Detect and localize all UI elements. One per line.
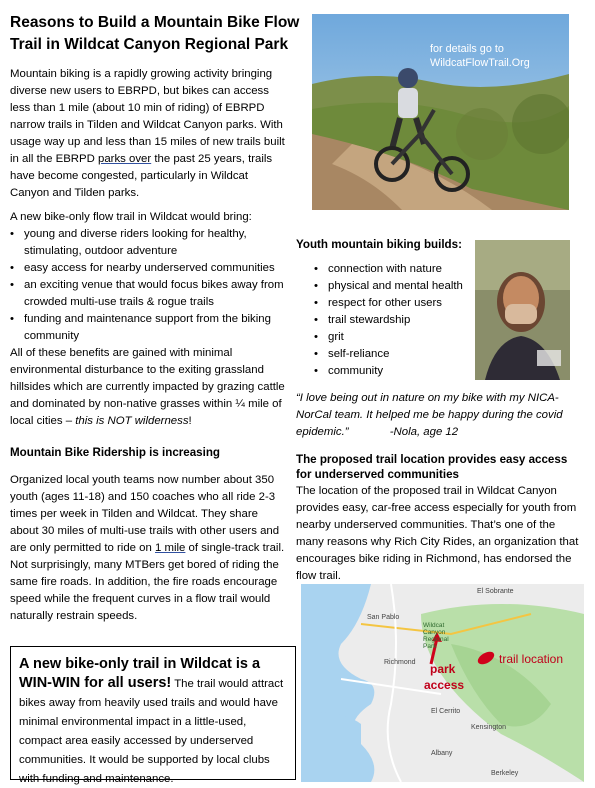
list-item: • self-reliance (314, 346, 484, 363)
map-place-el-cerrito: El Cerrito (431, 708, 461, 715)
win-win-heading: A new bike-only trail in Wildcat is a WIN-WIN for all users! (19, 656, 261, 691)
list-item: • funding and maintenance support from the biking community (10, 311, 292, 345)
list-item: • an exciting venue that would focus bikes away from crowded multi-use trails & rogue trails (10, 277, 292, 311)
ridership-heading: Mountain Bike Ridership is increasing (10, 446, 221, 459)
list-item: • grit (314, 329, 484, 346)
win-win-box (10, 646, 296, 785)
rider-photo (312, 14, 569, 210)
map-place-san-pablo: San Pablo (367, 614, 400, 621)
benefits-lead: A new bike-only flow trail in Wildcat would bring: (10, 211, 252, 223)
list-item: • connection with nature (314, 261, 484, 278)
map-place-albany: Albany (431, 750, 453, 757)
intro-paragraph (10, 66, 286, 202)
ridership-paragraph (10, 472, 287, 625)
parks-link[interactable]: parks over (98, 153, 152, 165)
youth-list (314, 261, 484, 380)
quote-text: “I love being out in nature on my bike with my NICA-NorCal team. It helped me be happy during the covid epidemic.” (296, 392, 563, 438)
photo-caption (430, 42, 530, 70)
closing-italic: this is NOT wilderness (75, 415, 189, 427)
map-place-kensington: Kensington (471, 724, 507, 731)
caption-line-2: WildcatFlowTrail.Org (430, 57, 530, 69)
intro-text: Mountain biking is a rapidly growing activity bringing diverse new users to EBRPD, but bikes can access less than 1 mile (about 10 min of riding) of EBRPD narrow trails in Tilden and Wildcat Canyon parks. With usage way up and less than 15 miles of new trails built in all the EBRPD (10, 68, 285, 165)
map-place-el-sobrante: El Sobrante (477, 588, 514, 595)
ridership-text: Organized local youth teams now number about 350 youth (ages 11-18) and 150 coaches who all ride 2-3 times per week in Tilden and Wildcat. They share about 30 miles of multi-use trails with other users and are only permitted to ride on (10, 474, 280, 554)
youth-heading: Youth mountain biking builds: (296, 238, 462, 251)
map-label-access: access (424, 678, 465, 692)
list-item: • young and diverse riders looking for healthy, stimulating, outdoor adventure (10, 226, 292, 260)
closing-end: ! (188, 415, 192, 427)
list-item: • community (314, 363, 484, 380)
map-place-berkeley: Berkeley (491, 770, 519, 777)
youth-photo-image (475, 240, 570, 380)
mile-link[interactable]: 1 mile (155, 542, 186, 554)
win-win-body: The trail would attract bikes away from heavily used trails and would have minimal environmental impact in a little-used, compact area easily accessed by underserved communities. It would be supported by local clubs with funding and maintenance. (19, 678, 284, 785)
benefits-section (10, 209, 292, 430)
ridership-text-end: of single-track trail. Not surprisingly, many MTBers get bored of riding the same fire roads. In addition, the fire roads encourage speed while the frequent curves in a flow trail would naturally restrain speeds. (10, 542, 285, 622)
benefits-list (10, 226, 292, 345)
quote-attribution: -Nola, age 12 (389, 426, 459, 438)
list-item: • physical and mental health (314, 278, 484, 295)
location-heading: The proposed trail location provides easy access for underserved communities (296, 453, 568, 481)
closing-text: All of these benefits are gained with minimal environmental disturbance to the exiting grassland hillsides which are currently impacted by grazing cattle and dominated by non-native grasses within ¼ mile of local cities – (10, 347, 285, 427)
map-place-richmond: Richmond (384, 659, 416, 666)
location-paragraph: The location of the proposed trail in Wildcat Canyon provides easy, car-free access especially for youth from nearby underserved communities. That’s one of the many reasons why Rich City Rides, an organization that encourages bike riding in Richmond, has endorsed the flow trail. (296, 485, 579, 582)
map-label-trail: trail location (499, 652, 564, 666)
map-label-park: park (430, 662, 456, 676)
page-title: Reasons to Build a Mountain Bike Flow Trail in Wildcat Canyon Regional Park (10, 14, 300, 53)
quote (296, 390, 576, 441)
map-place-wildcat: Wildcat Canyon Regional Park (423, 622, 449, 650)
list-item: • respect for other users (314, 295, 484, 312)
caption-line-1: for details go to (430, 43, 504, 55)
trail-map (301, 584, 584, 782)
benefits-closing (10, 345, 292, 430)
list-item: • easy access for nearby underserved communities (10, 260, 292, 277)
youth-photo (475, 240, 570, 380)
list-item: • trail stewardship (314, 312, 484, 329)
intro-text-end: the past 25 years, trails have become congested, particularly in Wildcat Canyon and Tilden parks. (10, 153, 273, 199)
